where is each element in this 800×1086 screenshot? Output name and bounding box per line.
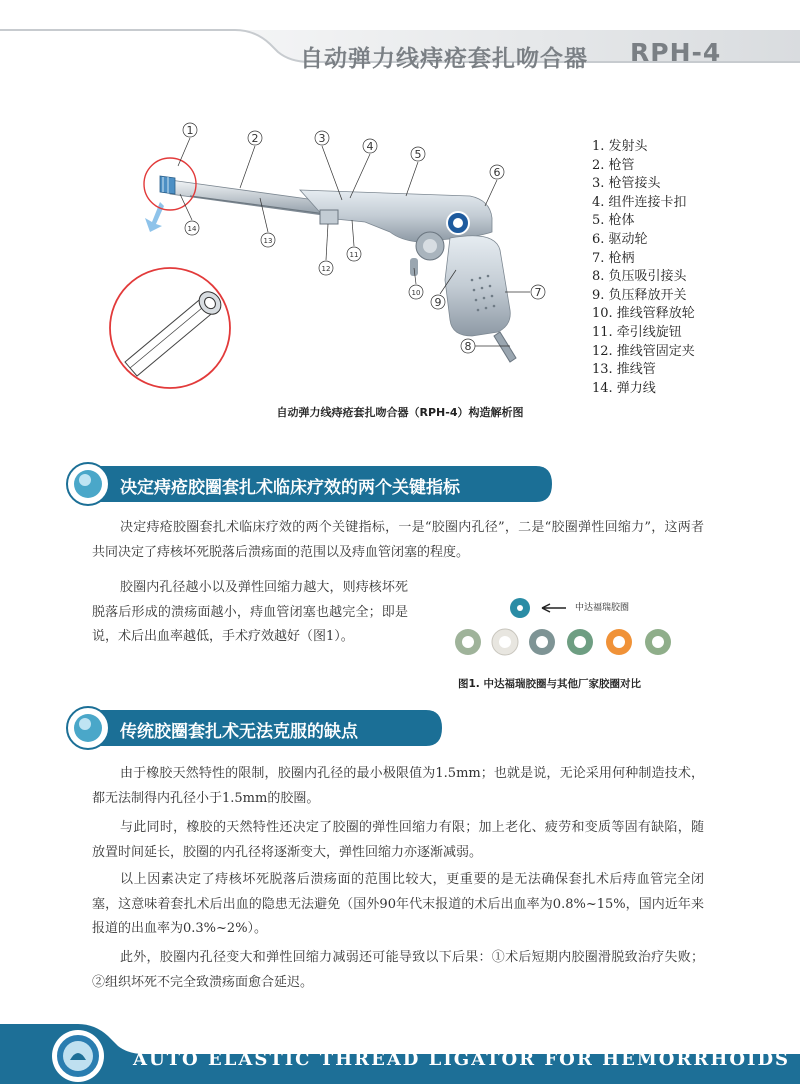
ring xyxy=(606,629,632,655)
section1-banner xyxy=(66,462,556,506)
callout-4 xyxy=(350,139,377,198)
zoom-arrow xyxy=(145,202,164,232)
callout-12 xyxy=(319,224,333,275)
featured-ring xyxy=(510,598,530,618)
ring xyxy=(529,629,555,655)
callout-1 xyxy=(178,123,197,166)
svg-text:12: 12 xyxy=(321,265,331,273)
part-item: 13. 推线管 xyxy=(592,362,656,378)
arrow-icon xyxy=(542,604,566,612)
section2-banner xyxy=(66,706,446,750)
callout-2 xyxy=(240,131,262,188)
device-diagram xyxy=(100,110,580,420)
section1-paragraph-1: 决定痔疮胶圈套扎术临床疗效的两个关键指标，一是“胶圈内孔径”，二是“胶圈弹性回缩力”，这两者共同决定了痔核坏死脱落后溃疡面的范围以及痔血管闭塞的程度。 xyxy=(92,520,704,560)
svg-text:1: 1 xyxy=(186,124,194,137)
part-item: 14. 弹力线 xyxy=(592,380,656,396)
callout-5 xyxy=(406,147,425,196)
figure-caption: 自动弹力线痔疮套扎吻合器（RPH-4）构造解析图 xyxy=(276,406,524,419)
svg-text:11: 11 xyxy=(349,251,359,259)
part-item: 5. 枪体 xyxy=(592,213,635,229)
callout-3 xyxy=(315,131,342,200)
suction-connector xyxy=(494,332,516,362)
tube-clip xyxy=(320,210,338,224)
company-logo xyxy=(52,1030,104,1082)
section2-paragraph-2: 与此同时，橡胶的天然特性还决定了胶圈的弹性回缩力有限；加上老化、疲劳和变质等固有缺陷，随放置时间延长，胶圈的内孔径将逐渐变大，弹性回缩力亦逐渐减弱。 xyxy=(92,820,704,860)
ring xyxy=(492,629,518,655)
part-item: 11. 牵引线旋钮 xyxy=(592,324,682,340)
header-model: RPH-4 xyxy=(630,38,722,67)
gun-handle xyxy=(445,236,510,336)
svg-text:4: 4 xyxy=(366,140,374,153)
svg-text:9: 9 xyxy=(434,296,442,309)
ring xyxy=(455,629,481,655)
part-item: 12. 推线管固定夹 xyxy=(592,343,695,359)
part-item: 2. 枪管 xyxy=(592,157,635,173)
section2-paragraph-4: 此外，胶圈内孔径变大和弹性回缩力减弱还可能导致以下后果：①术后短期内胶圈滑脱致治疗失败；②组织坏死不完全致溃疡面愈合延迟。 xyxy=(92,950,704,990)
part-item: 4. 组件连接卡扣 xyxy=(592,194,687,210)
svg-text:8: 8 xyxy=(464,340,472,353)
part-item: 9. 负压释放开关 xyxy=(592,287,687,303)
svg-text:2: 2 xyxy=(251,132,259,145)
header-title: 自动弹力线痔疮套扎吻合器 xyxy=(300,46,588,72)
callout-6 xyxy=(485,165,504,206)
svg-text:14: 14 xyxy=(187,225,197,233)
parts-list xyxy=(592,138,695,398)
svg-text:5: 5 xyxy=(414,148,422,161)
part-item: 7. 枪柄 xyxy=(592,250,635,266)
ring xyxy=(645,629,671,655)
highlight-circle-large xyxy=(110,268,230,388)
section2-paragraph-3: 以上因素决定了痔核坏死脱落后溃疡面的范围比较大，更重要的是无法确保套扎术后痔血管完全闭塞，这意味着套扎术后出血的隐患无法避免（国外90年代末报道的术后出血率为0.8%~15%，国内近年来报道的出血率为0.3%~2%）。 xyxy=(92,872,704,936)
section2-title: 传统胶圈套扎术无法克服的缺点 xyxy=(120,722,358,742)
section1-paragraph-2: 胶圈内孔径越小以及弹性回缩力越大，则痔核坏死脱落后形成的溃疡面越小，痔血管闭塞也越完全；即是说，术后出血率越低，手术疗效越好（图1）。 xyxy=(92,580,408,644)
featured-ring-label: 中达福瑞胶圈 xyxy=(575,603,630,613)
svg-text:3: 3 xyxy=(318,132,326,145)
part-item: 6. 驱动轮 xyxy=(592,231,648,247)
callout-7 xyxy=(505,285,545,299)
svg-text:7: 7 xyxy=(534,286,542,299)
part-item: 1. 发射头 xyxy=(592,139,648,154)
ring xyxy=(567,629,593,655)
part-item: 10. 推线管释放轮 xyxy=(592,306,695,322)
svg-text:13: 13 xyxy=(263,237,273,245)
footer-title: AUTO ELASTIC THREAD LIGATOR FOR HEMORRHOIDS xyxy=(133,1049,791,1070)
callout-11 xyxy=(347,220,361,261)
section1-title: 决定痔疮胶圈套扎术临床疗效的两个关键指标 xyxy=(120,478,460,498)
part-item: 8. 负压吸引接头 xyxy=(592,269,687,285)
fig1-caption: 图1. 中达福瑞胶圈与其他厂家胶圈对比 xyxy=(458,678,641,690)
release-wheel xyxy=(410,258,418,276)
section2-paragraph-1: 由于橡胶天然特性的限制，胶圈内孔径的最小极限值为1.5mm；也就是说，无论采用何种制造技术，都无法制得内孔径小于1.5mm的胶圈。 xyxy=(92,766,704,806)
svg-text:10: 10 xyxy=(411,289,421,297)
svg-text:6: 6 xyxy=(493,166,501,179)
part-item: 3. 枪管接头 xyxy=(592,176,661,192)
